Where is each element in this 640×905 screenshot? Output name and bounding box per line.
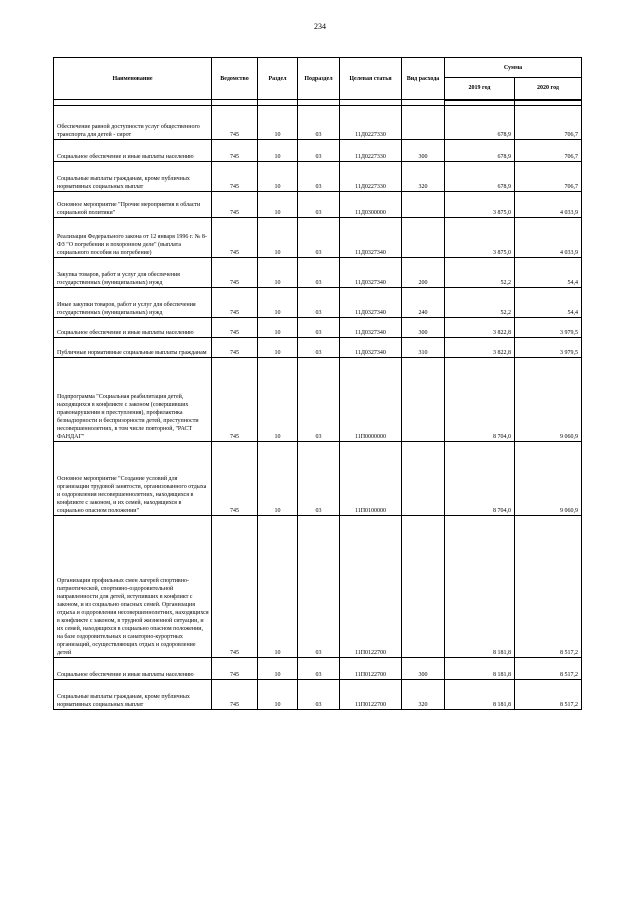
row-ministry: 745 bbox=[212, 218, 258, 258]
row-2020: 54,4 bbox=[515, 288, 582, 318]
row-name: Основное мероприятие "Создание условий для организации трудовой занятости, организованного отдыха и оздоровления несовершеннолетних, находящихся в конфликте с законом, и их семей, находящихся в социально опасном положении" bbox=[54, 442, 212, 516]
row-section: 10 bbox=[258, 358, 298, 442]
row-subsection: 03 bbox=[298, 140, 340, 162]
row-section: 10 bbox=[258, 140, 298, 162]
row-section: 10 bbox=[258, 680, 298, 710]
row-ministry: 745 bbox=[212, 106, 258, 140]
row-subsection: 03 bbox=[298, 338, 340, 358]
table-row bbox=[54, 318, 582, 338]
row-subsection: 03 bbox=[298, 162, 340, 192]
row-2020: 4 033,9 bbox=[515, 192, 582, 218]
row-target: 11Д0327340 bbox=[340, 318, 402, 338]
row-ministry: 745 bbox=[212, 288, 258, 318]
row-2020: 3 979,5 bbox=[515, 318, 582, 338]
row-subsection: 03 bbox=[298, 442, 340, 516]
table-row bbox=[54, 442, 582, 516]
row-2019: 8 181,8 bbox=[445, 516, 515, 658]
row-target: 11Д0227330 bbox=[340, 162, 402, 192]
row-2020: 4 033,9 bbox=[515, 218, 582, 258]
row-name: Социальное обеспечение и иные выплаты населению bbox=[54, 140, 212, 162]
budget-table bbox=[53, 57, 582, 710]
row-name: Основное мероприятие "Прочие мероприятия в области социальной политики" bbox=[54, 192, 212, 218]
row-target: 11П0122700 bbox=[340, 680, 402, 710]
row-ministry: 745 bbox=[212, 162, 258, 192]
row-target: 11П0000000 bbox=[340, 358, 402, 442]
table-row bbox=[54, 106, 582, 140]
row-target: 11Д0327340 bbox=[340, 288, 402, 318]
table-row bbox=[54, 192, 582, 218]
row-expense bbox=[402, 516, 445, 658]
row-2019: 678,9 bbox=[445, 106, 515, 140]
row-section: 10 bbox=[258, 318, 298, 338]
header-name: Наименование bbox=[54, 58, 212, 100]
row-section: 10 bbox=[258, 258, 298, 288]
page-number: 234 bbox=[314, 22, 326, 31]
row-name: Иные закупки товаров, работ и услуг для обеспечения государственных (муниципальных) нужд bbox=[54, 288, 212, 318]
row-expense bbox=[402, 106, 445, 140]
row-expense bbox=[402, 358, 445, 442]
row-subsection: 03 bbox=[298, 358, 340, 442]
row-ministry: 745 bbox=[212, 258, 258, 288]
row-target: 11Д0227330 bbox=[340, 106, 402, 140]
row-section: 10 bbox=[258, 338, 298, 358]
row-2020: 8 517,2 bbox=[515, 516, 582, 658]
row-section: 10 bbox=[258, 516, 298, 658]
row-section: 10 bbox=[258, 106, 298, 140]
row-ministry: 745 bbox=[212, 680, 258, 710]
row-expense: 320 bbox=[402, 162, 445, 192]
row-2019: 678,9 bbox=[445, 140, 515, 162]
row-2019: 52,2 bbox=[445, 258, 515, 288]
table-header bbox=[54, 58, 582, 106]
header-ministry: Ведомство bbox=[212, 58, 258, 100]
header-subsection: Подраздел bbox=[298, 58, 340, 100]
row-target: 11П0122700 bbox=[340, 658, 402, 680]
row-2020: 706,7 bbox=[515, 106, 582, 140]
row-expense bbox=[402, 218, 445, 258]
row-2019: 8 704,0 bbox=[445, 358, 515, 442]
row-subsection: 03 bbox=[298, 516, 340, 658]
row-section: 10 bbox=[258, 192, 298, 218]
table-row bbox=[54, 258, 582, 288]
header-expense: Вид расхода bbox=[402, 58, 445, 100]
row-ministry: 745 bbox=[212, 140, 258, 162]
row-expense: 300 bbox=[402, 140, 445, 162]
row-2020: 706,7 bbox=[515, 140, 582, 162]
row-subsection: 03 bbox=[298, 658, 340, 680]
row-subsection: 03 bbox=[298, 318, 340, 338]
table-row bbox=[54, 658, 582, 680]
row-target: 11Д0300000 bbox=[340, 192, 402, 218]
row-target: 11П0122700 bbox=[340, 516, 402, 658]
row-target: 11П0100000 bbox=[340, 442, 402, 516]
row-2019: 678,9 bbox=[445, 162, 515, 192]
row-ministry: 745 bbox=[212, 358, 258, 442]
row-ministry: 745 bbox=[212, 192, 258, 218]
header-target: Целевая статья bbox=[340, 58, 402, 100]
table-body bbox=[54, 106, 582, 710]
table-row bbox=[54, 140, 582, 162]
row-section: 10 bbox=[258, 162, 298, 192]
row-2020: 3 979,5 bbox=[515, 338, 582, 358]
row-subsection: 03 bbox=[298, 680, 340, 710]
table-row bbox=[54, 338, 582, 358]
row-2019: 8 181,8 bbox=[445, 658, 515, 680]
row-ministry: 745 bbox=[212, 658, 258, 680]
row-section: 10 bbox=[258, 442, 298, 516]
row-name: Социальное обеспечение и иные выплаты населению bbox=[54, 658, 212, 680]
table-row bbox=[54, 288, 582, 318]
row-name: Подпрограмма "Социальная реабилитация детей, находящихся в конфликте с законом (совершивших правонарушения и преступления), профилактика безнадзорности и беспризорности детей, преступности несовершеннолетних, в том числе повторной, "РАСТ ФАНДАГ" bbox=[54, 358, 212, 442]
table-row bbox=[54, 358, 582, 442]
table-row bbox=[54, 218, 582, 258]
row-2019: 8 704,0 bbox=[445, 442, 515, 516]
header-2020: 2020 год bbox=[515, 78, 582, 100]
row-2019: 3 875,0 bbox=[445, 218, 515, 258]
row-2019: 3 822,8 bbox=[445, 318, 515, 338]
row-2020: 9 060,9 bbox=[515, 358, 582, 442]
row-ministry: 745 bbox=[212, 338, 258, 358]
row-2020: 8 517,2 bbox=[515, 680, 582, 710]
header-sum: Сумма bbox=[445, 58, 582, 78]
row-target: 11Д0327340 bbox=[340, 258, 402, 288]
table-row bbox=[54, 680, 582, 710]
row-subsection: 03 bbox=[298, 218, 340, 258]
row-section: 10 bbox=[258, 658, 298, 680]
row-2019: 3 822,8 bbox=[445, 338, 515, 358]
row-ministry: 745 bbox=[212, 442, 258, 516]
row-expense: 300 bbox=[402, 318, 445, 338]
row-name: Публичные нормативные социальные выплаты гражданам bbox=[54, 338, 212, 358]
row-subsection: 03 bbox=[298, 192, 340, 218]
row-section: 10 bbox=[258, 218, 298, 258]
header-section: Раздел bbox=[258, 58, 298, 100]
row-target: 11Д0327340 bbox=[340, 218, 402, 258]
row-target: 11Д0227330 bbox=[340, 140, 402, 162]
row-2020: 54,4 bbox=[515, 258, 582, 288]
table-row bbox=[54, 516, 582, 658]
table-row bbox=[54, 162, 582, 192]
row-section: 10 bbox=[258, 288, 298, 318]
row-2019: 52,2 bbox=[445, 288, 515, 318]
row-2020: 9 060,9 bbox=[515, 442, 582, 516]
row-expense: 240 bbox=[402, 288, 445, 318]
row-subsection: 03 bbox=[298, 288, 340, 318]
row-ministry: 745 bbox=[212, 318, 258, 338]
row-2020: 8 517,2 bbox=[515, 658, 582, 680]
row-name: Социальные выплаты гражданам, кроме публичных нормативных социальных выплат bbox=[54, 162, 212, 192]
row-2020: 706,7 bbox=[515, 162, 582, 192]
row-name: Социальные выплаты гражданам, кроме публичных нормативных социальных выплат bbox=[54, 680, 212, 710]
row-2019: 3 875,0 bbox=[445, 192, 515, 218]
row-expense: 310 bbox=[402, 338, 445, 358]
row-target: 11Д0327340 bbox=[340, 338, 402, 358]
row-ministry: 745 bbox=[212, 516, 258, 658]
row-name: Организация профильных смен лагерей спортивно-патриотической, спортивно-оздоровительной направленности для детей, вступивших в конфликт с законом, и из социально опасных семей. Организация отдыха и оздоровления несовершеннолетних, находящихся в конфликте с законом, в трудной жизненной ситуации, и их семей, находящихся в социально опасном положении, на базе оздоровительных и санаторно-курортных организаций, осуществляющих отдых и оздоровление детей bbox=[54, 516, 212, 658]
header-2019: 2019 год bbox=[445, 78, 515, 100]
row-expense bbox=[402, 192, 445, 218]
row-subsection: 03 bbox=[298, 258, 340, 288]
row-expense: 320 bbox=[402, 680, 445, 710]
row-name: Социальное обеспечение и иные выплаты населению bbox=[54, 318, 212, 338]
row-subsection: 03 bbox=[298, 106, 340, 140]
row-expense: 300 bbox=[402, 658, 445, 680]
row-expense bbox=[402, 442, 445, 516]
row-name: Закупка товаров, работ и услуг для обеспечения государственных (муниципальных) нужд bbox=[54, 258, 212, 288]
row-2019: 8 181,8 bbox=[445, 680, 515, 710]
row-expense: 200 bbox=[402, 258, 445, 288]
row-name: Реализация Федерального закона от 12 января 1996 г. № 8-ФЗ "О погребении и похоронном деле" (выплата социального пособия на погребение) bbox=[54, 218, 212, 258]
row-name: Обеспечение равной доступности услуг общественного транспорта для детей - сирот bbox=[54, 106, 212, 140]
